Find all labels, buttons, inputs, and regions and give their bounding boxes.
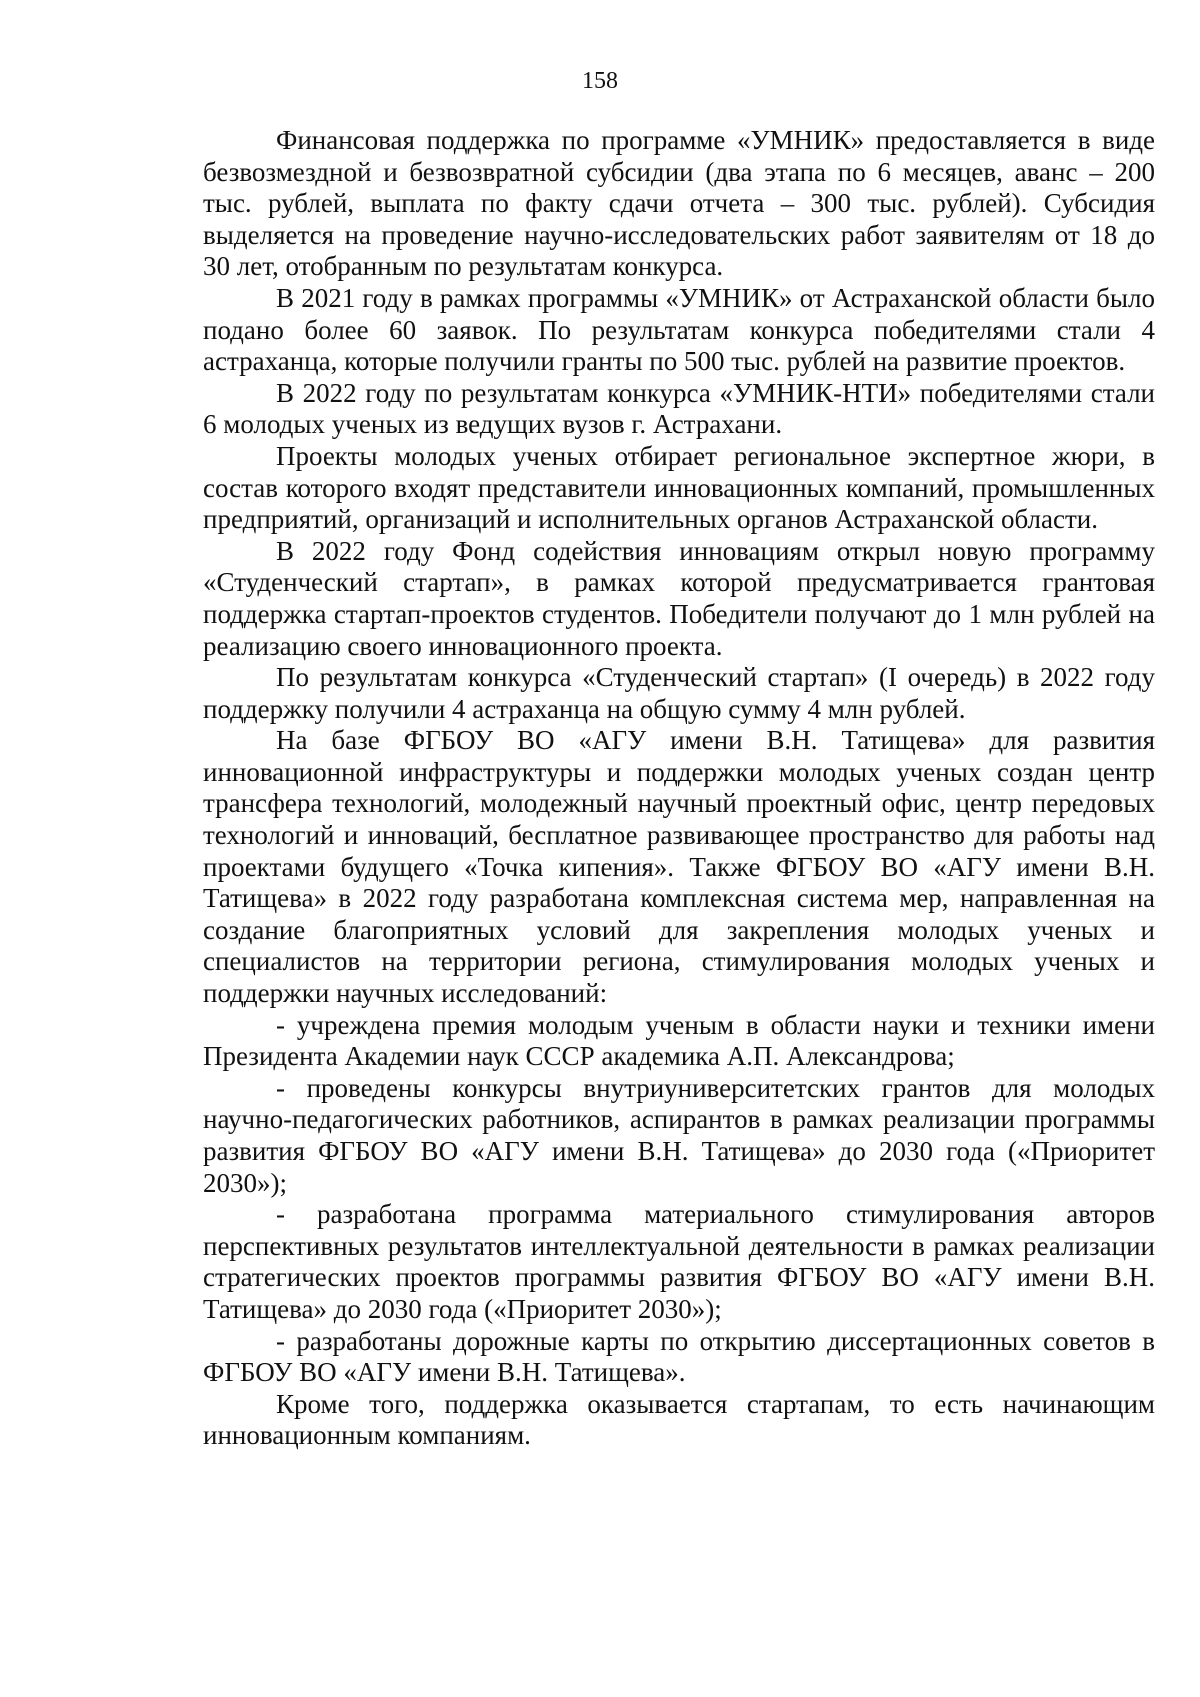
paragraph-umnik-2021: В 2021 году в рамках программы «УМНИК» от Астраханской области было подано более 60 заявок. По результатам конкурса победителями стали 4 астраханца, которые получили гранты по 500 тыс. рублей на развитие проектов. [203, 282, 1155, 377]
paragraph-expert-jury: Проекты молодых ученых отбирает региональное экспертное жюри, в состав которого входят представители инновационных компаний, промышленных предприятий, организаций и исполнительных органов Астраханской области. [203, 440, 1155, 535]
list-item-incentive-program: - разработана программа материального стимулирования авторов перспективных результатов интеллектуальной деятельности в рамках реализации стратегических проектов программы развития ФГБОУ ВО «АГУ имени В.Н. Татищева» до 2030 года («Приоритет 2030»); [203, 1199, 1155, 1324]
paragraph-startups: Кроме того, поддержка оказывается стартапам, то есть начинающим инновационным компаниям. [203, 1388, 1155, 1451]
paragraph-umnik-nti-2022: В 2022 году по результатам конкурса «УМНИК-НТИ» победителями стали 6 молодых ученых из ведущих вузов г. Астрахани. [203, 377, 1155, 440]
paragraph-student-startup-program: В 2022 году Фонд содействия инновациям открыл новую программу «Студенческий стартап», в рамках которой предусматривается грантовая поддержка стартап-проектов студентов. Победители получают до 1 млн рублей на реализацию своего инновационного проекта. [203, 535, 1155, 661]
paragraph-student-startup-results: По результатам конкурса «Студенческий стартап» (I очередь) в 2022 году поддержку получили 4 астраханца на общую сумму 4 млн рублей. [203, 662, 1155, 724]
paragraph-asu-infrastructure: На базе ФГБОУ ВО «АГУ имени В.Н. Татищева» для развития инновационной инфраструктуры и поддержки молодых ученых создан центр трансфера технологий, молодежный научный проектный офис, центр передовых технологий и инноваций, бесплатное развивающее пространство для работы над проектами будущего «Точка кипения». Также ФГБОУ ВО «АГУ имени В.Н. Татищева» в 2022 году разработана комплексная система мер, направленная на создание благоприятных условий для закрепления молодых ученых и специалистов на территории региона, стимулирования молодых ученых и поддержки научных исследований: [203, 725, 1155, 1009]
page-number: 158 [582, 68, 618, 94]
list-item-roadmaps: - разработаны дорожные карты по открытию диссертационных советов в ФГБОУ ВО «АГУ имени В.Н. Татищева». [203, 1325, 1155, 1388]
list-item-prize: - учреждена премия молодым ученым в области науки и техники имени Президента Академии наук СССР академика А.П. Александрова; [203, 1009, 1155, 1072]
document-body [203, 125, 1155, 1452]
list-item-grants: - проведены конкурсы внутриуниверситетских грантов для молодых научно-педагогических работников, аспирантов в рамках реализации программы развития ФГБОУ ВО «АГУ имени В.Н. Татищева» до 2030 года («Приоритет 2030»); [203, 1072, 1155, 1198]
paragraph-umnik-financing: Финансовая поддержка по программе «УМНИК» предоставляется в виде безвозмездной и безвозвратной субсидии (два этапа по 6 месяцев, аванс – 200 тыс. рублей, выплата по факту сдачи отчета – 300 тыс. рублей). Субсидия выделяется на проведение научно-исследовательских работ заявителям от 18 до 30 лет, отобранным по результатам конкурса. [203, 125, 1155, 282]
